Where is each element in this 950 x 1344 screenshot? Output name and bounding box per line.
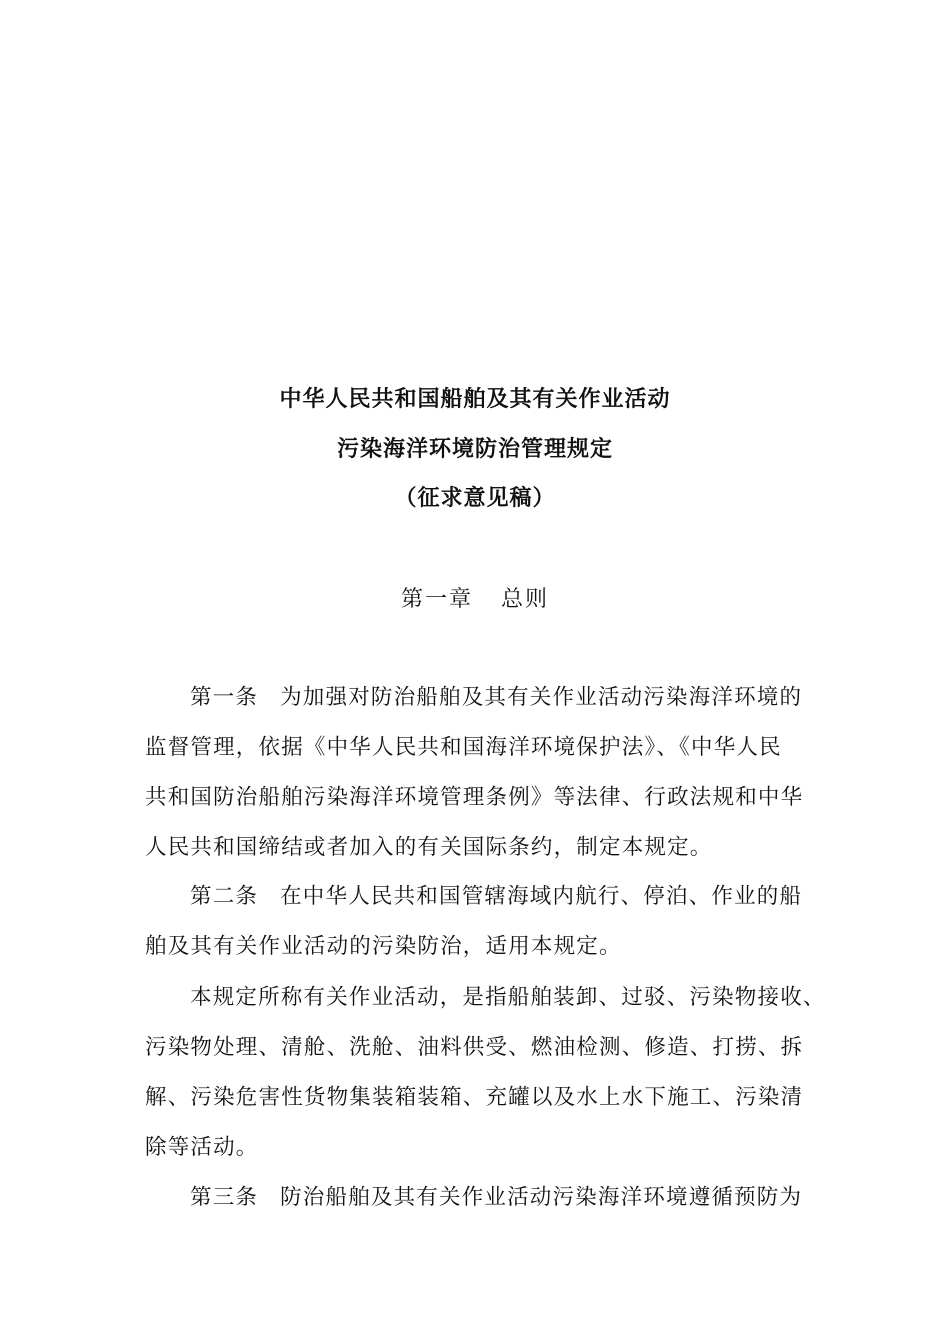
article-2-paragraph-2-line-2: 污染物处理、清舱、洗舱、油料供受、燃油检测、修造、打捞、拆 bbox=[145, 1035, 804, 1060]
article-3-label: 第三条 bbox=[190, 1185, 259, 1210]
chapter-heading bbox=[0, 585, 950, 615]
article-2-line-2: 舶及其有关作业活动的污染防治，适用本规定。 bbox=[145, 934, 622, 959]
article-2-label: 第二条 bbox=[190, 884, 259, 909]
chapter-number: 第一章 bbox=[400, 587, 473, 612]
article-2-paragraph-2-line-4: 除等活动。 bbox=[145, 1135, 259, 1160]
article-3-text: 防治船舶及其有关作业活动污染海洋环境遵循预防为 bbox=[280, 1185, 803, 1210]
article-1-label: 第一条 bbox=[190, 685, 259, 710]
article-1-line-2: 监督管理，依据《中华人民共和国海洋环境保护法》、《中华人民 bbox=[145, 735, 782, 760]
article-1-line-4: 人民共和国缔结或者加入的有关国际条约，制定本规定。 bbox=[145, 835, 713, 860]
article-1-first-line bbox=[190, 683, 802, 713]
article-2-paragraph-2-first-line: 本规定所称有关作业活动，是指船舶装卸、过驳、污染物接收、 bbox=[190, 985, 826, 1010]
chapter-name: 总则 bbox=[501, 587, 550, 612]
article-1-text: 为加强对防治船舶及其有关作业活动污染海洋环境的 bbox=[280, 685, 803, 710]
article-3-first-line bbox=[190, 1183, 802, 1213]
document-title-line-1: 中华人民共和国船舶及其有关作业活动 bbox=[279, 387, 671, 412]
document-title-line-2: 污染海洋环境防治管理规定 bbox=[336, 437, 613, 462]
article-1-line-3: 共和国防治船舶污染海洋环境管理条例》等法律、行政法规和中华 bbox=[145, 785, 804, 810]
article-2-paragraph-2-line-3: 解、污染危害性货物集装箱装箱、充罐以及水上水下施工、污染清 bbox=[145, 1085, 804, 1110]
article-2-text: 在中华人民共和国管辖海域内航行、停泊、作业的船 bbox=[280, 884, 803, 909]
document-title-draft-note: （征求意见稿） bbox=[394, 486, 556, 511]
article-2-first-line bbox=[190, 882, 802, 912]
